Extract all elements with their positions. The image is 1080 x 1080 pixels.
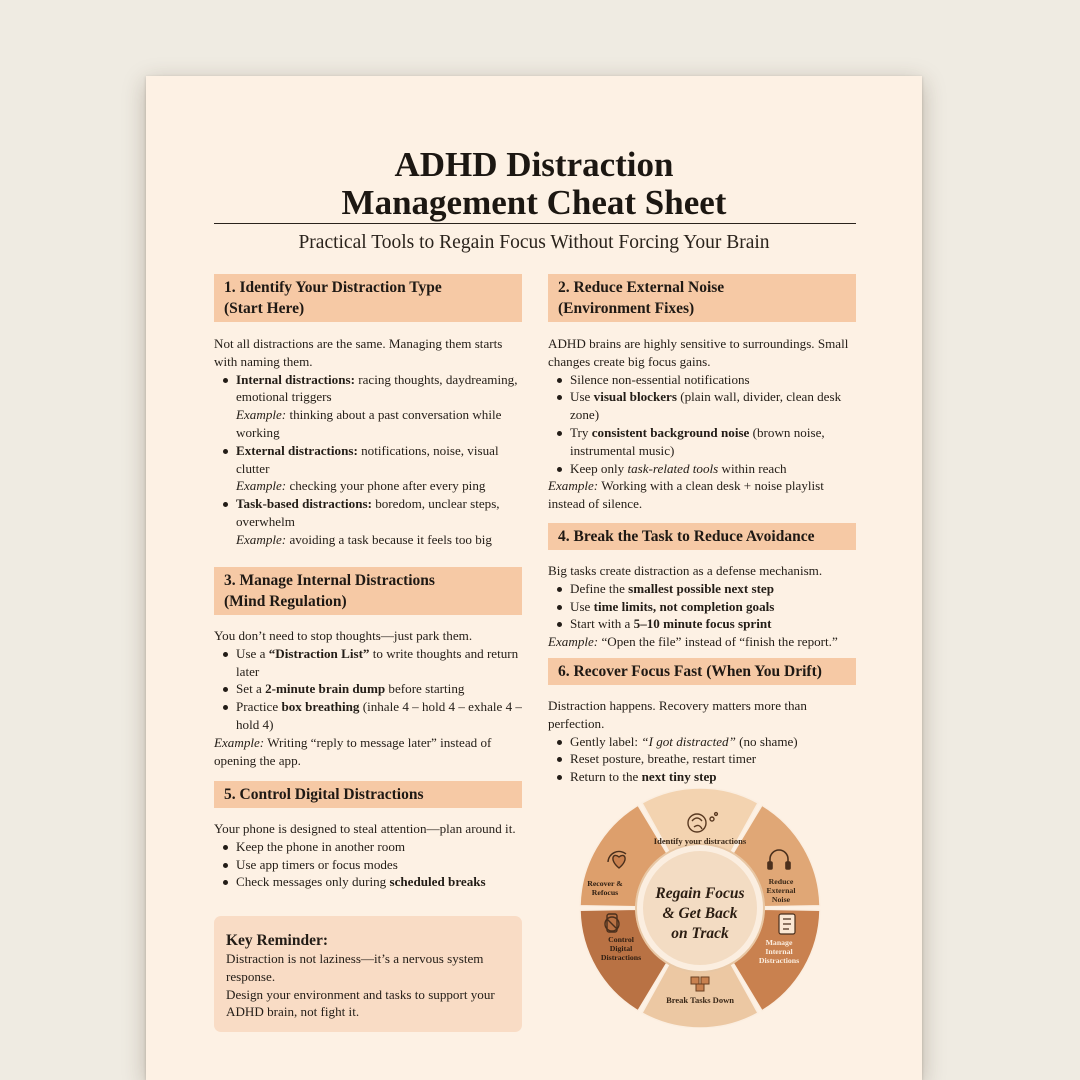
list-item: Use a “Distraction List” to write thoughts and return later [236,645,522,681]
title-line-1: ADHD Distraction [394,145,674,184]
segment-label-recover: Recover & Refocus [587,879,623,897]
list-item: Return to the next tiny step [570,768,856,786]
section-control-digital-distractions [214,781,522,891]
segment-label-identify: Identify your distractions [653,836,747,846]
list-item: Use time limits, not completion goals [570,598,856,616]
cheat-sheet-page [146,76,922,1080]
section-example: Example: “Open the file” instead of “finish the report.” [548,634,838,650]
focus-cycle-wheel [574,788,826,1028]
list-item: Set a 2-minute brain dump before starting [236,680,522,698]
list-item: Define the smallest possible next step [570,580,856,598]
list-item: Keep the phone in another room [236,838,522,856]
section-intro: ADHD brains are highly sensitive to surroundings. Small changes create big focus gains. [548,336,849,369]
page-title [146,146,922,222]
focus-cycle-diagram [574,788,826,1028]
list-item: Internal distractions: racing thoughts, daydreaming, emotional triggers Example: thinking about a past conversation while working [236,371,522,442]
segment-label-manage: Manage Internal Distractions [758,938,800,965]
section-heading: 2. Reduce External Noise (Environment Fixes) [548,274,856,322]
section-reduce-external-noise [548,274,856,513]
list-item: Use app timers or focus modes [236,856,522,874]
checklist-icon [779,914,795,934]
list-item: Reset posture, breathe, restart timer [570,750,856,768]
section-heading: 3. Manage Internal Distractions (Mind Regulation) [214,567,522,615]
list-item: Keep only task-related tools within reach [570,460,856,478]
list-item: Practice box breathing (inhale 4 – hold 4 – exhale 4 – hold 4) [236,699,522,732]
section-heading: 5. Control Digital Distractions [214,781,522,808]
section-example: Example: Working with a clean desk + noise playlist instead of silence. [548,478,824,512]
list-item: Task-based distractions: boredom, unclear steps, overwhelm Example: avoiding a task because it feels too big [236,495,522,548]
section-intro: You don’t need to stop thoughts—just park them. [214,628,473,643]
section-intro: Not all distractions are the same. Managing them starts with naming them. [214,336,503,369]
list-item: Use visual blockers (plain wall, divider, clean desk zone) [570,388,856,424]
key-reminder-text-1: Distraction is not laziness—it’s a nervous system response. [226,951,484,984]
section-break-the-task [548,523,856,651]
key-reminder-text-2: Design your environment and tasks to support your ADHD brain, not fight it. [226,986,495,1020]
segment-label-break: Break Tasks Down [666,995,734,1005]
section-intro: Your phone is designed to steal attention—plan around it. [214,821,516,836]
section-body [548,335,856,513]
list-item: Check messages only during scheduled breaks [236,873,522,891]
section-body [548,562,856,651]
list-item: Start with a 5–10 minute focus sprint [570,615,856,633]
section-recover-focus-fast [548,658,856,786]
key-reminder-heading: Key Reminder: [226,932,329,949]
section-heading: 4. Break the Task to Reduce Avoidance [548,523,856,550]
section-identify-distraction-type [214,274,522,549]
wheel-center-text: Regain Focus & Get Back on Track [655,885,745,942]
section-intro: Distraction happens. Recovery matters more than perfection. [548,698,807,731]
section-body [548,697,856,786]
title-divider [214,223,856,224]
section-manage-internal-distractions [214,567,522,769]
title-line-2: Management Cheat Sheet [341,183,727,222]
segment-label-control: Control Digital Distractions [600,935,642,962]
list-item: External distractions: notifications, noise, visual clutter Example: checking your phone after every ping [236,442,522,495]
section-body [214,820,522,891]
list-item: Silence non-essential notifications [570,371,856,389]
section-heading: 1. Identify Your Distraction Type (Start Here) [214,274,522,322]
list-item: Try consistent background noise (brown noise, instrumental music) [570,424,856,460]
segment-label-reduce: Reduce External Noise [766,877,796,904]
section-intro: Big tasks create distraction as a defense mechanism. [548,563,823,578]
section-example: Example: Writing “reply to message later” instead of opening the app. [214,734,492,768]
list-item: Gently label: “I got distracted” (no shame) [570,733,856,751]
section-body [214,335,522,549]
section-body [214,627,522,769]
key-reminder-box [214,916,522,1032]
page-subtitle: Practical Tools to Regain Focus Without Forcing Your Brain [298,232,770,253]
section-heading: 6. Recover Focus Fast (When You Drift) [548,658,856,685]
